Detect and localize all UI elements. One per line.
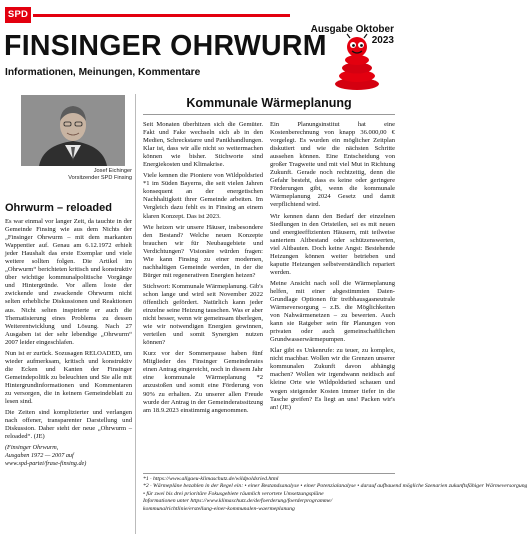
red-worm-mascot-icon	[330, 34, 384, 90]
masthead-red-rule	[33, 14, 290, 17]
left-paragraph: Nun ist er zurück. Sozusagen RELOADED, um wieder aufmerksam, kritisch und konstruktiv die Ecken und Kanten der Finsinger Gemeindepolitik zu beleuchten und Sie alle mit Hintergrundinformationen und Kommentaren zu versorgen, die in keinem Gemeindeblatt zu lesen sind.	[5, 349, 132, 406]
main-paragraph: Ein Planungsinstitut hat eine Kostenberechnung von knapp 36.000,00 € vorgelegt. Es wurden ein möglicher Zeitplan diskutiert und wie die nächsten Schritte aussehen können. Eine Entscheidung von großer Tragweite und mit viel Mut in Richtung Zukunft. Gerade noch rechtzeitig, denn die Gefahr besteht, dass es keine oder geringere Förderungen gibt, wenn die kommunale Wärmeplanung 2024 Gesetz und damit verpflichtend wird.	[270, 121, 395, 209]
photo-caption	[22, 168, 132, 182]
signature-line: (Finsinger Ohrwurm,	[5, 444, 59, 452]
title-part-1: FINSINGER	[4, 30, 171, 62]
footnote: *2 · Wärmepläne bezahlen in der Regel ein: • einer Bestandsanalyse • einer Potenzialanalyse • darauf aufbauend mögliche Szenarien zukunftsfähiger Wärmeversorgung	[143, 483, 527, 490]
tagline: Informationen, Meinungen, Kommentare	[5, 67, 201, 78]
column-divider	[135, 94, 136, 534]
newspaper-title	[4, 32, 327, 61]
left-article-headline: Ohrwurm – reloaded	[5, 202, 112, 214]
title-part-2: HRWURM	[192, 30, 327, 62]
main-article-headline: Kommunale Wärmeplanung	[186, 96, 352, 110]
spd-logo: SPD	[5, 7, 31, 23]
left-article-signature	[5, 444, 132, 467]
headline-rule	[143, 114, 395, 115]
footnotes	[143, 476, 527, 513]
main-paragraph: Klar gibt es Unkenrufe: zu teuer, zu komplex, nicht machbar. Wollen wir die Grenzen unserer kommunalen Zukunft davon abhängig machen? Wollen wir irgendwann neidisch auf kleine Orte wie Wildpoldsried schauen und wegen steigender Kosten immer tiefer in die Tasche greifen? Es liegt an uns! Packen wir's an! (JE)	[270, 347, 395, 411]
portrait-image	[21, 95, 125, 166]
author-photo	[21, 95, 125, 166]
signature-line: Ausgaben 1972 — 2007 auf	[5, 452, 74, 460]
signature-link[interactable]: www.spd-partei/frase-finsing.de)	[5, 459, 87, 467]
left-paragraph: Es war einmal vor langer Zeit, da tauchte in der Gemeinde Finsing wie aus dem Nichts der „Finsinger Ohrwurm – mit dem markanten Wappentier auf. Genau am 6.12.1972 erhielt jeder Haushalt das erste Exemplar und viele weitere sollten folgen. Die Artikel im „Ohrwurm“ berichteten kritisch und konstruktiv über wichtige kommunalpolitische Vorgänge und Hintergründe. Vor allem loste der zwickende und zwackende Ohrwurm nicht selten erhebliche Diskussionen und Reaktionen aus. Nicht selten inspirierte er auch die Thematisierung eines Problems zu dessen Weiterentwicklung und Lösung. Nach 27 Ausgaben ist der sehr lebendige „Ohrwurm“ 2007 leider eingeschlafen.	[5, 218, 132, 346]
main-paragraph: Seit Monaten überhitzen sich die Gemüter. Fakt und Fake wechseln sich ab in den Medien, Schreckstarre und Panikhandlungen. Klar ist, dass wir alle nicht so weitermachen können wie bisher. Stichworte sind Energiekosten und Klimakrise.	[143, 121, 263, 169]
main-paragraph: Wir kennen dann den Bedarf der einzelnen Siedlungen in den Ortsteilen, sei es mit neuen und energieeffizienten Häusern, mit teilweise saniertem Altbestand oder schützenswerten, viel Altbauten. Doch keine Angst: Bestehende Heizungen können weiter betrieben und kaputte Heizungen selbstverständlich repariert werden.	[270, 212, 395, 276]
main-paragraph: Stichwort: Kommunale Wärmeplanung. Gib's schon lange und wird seit November 2022 öffentlich gefördert. Natürlich kann jeder einzelne seine Heizung tauschen. Was er aber nicht besser, wenn wir gemeinsam überlegen, wie wir notwendigen Energien gewinnen, verteilen und somit Synergien nutzen können?	[143, 282, 263, 347]
footnote-rule	[143, 473, 395, 474]
masthead	[0, 0, 400, 92]
main-article-column-2	[270, 121, 395, 415]
left-paragraph: Die Zeiten sind komplizierter und verlangen nach offener, transparenter Darstellung und Diskussion. Daher steht der neue „Ohrwurm – reloaded“. (JE)	[5, 409, 132, 441]
main-paragraph: Viele kennen die Pioniere von Wildpoldsried *1 im Süden Bayerns, die seit vielen Jahren konsequent an der energetischen Nachhaltigkeit ihrer Gemeinde arbeiten. Im Vergleich dazu fehlt es in Finsing an einem klaren Konzept. Das ist 2023.	[143, 172, 263, 220]
footnote-link[interactable]: kommunalrichtlinie/erstellung-einer-kommunalen-waermeplanung	[143, 505, 295, 512]
left-article-body	[5, 218, 132, 468]
footnote-link[interactable]: Informationen unter https://www.klimaschutz.de/de/foerderung/foerderprogramme/	[143, 498, 333, 505]
caption-role: Vorsitzender SPD Finsing	[68, 174, 132, 181]
main-article-column-1	[143, 121, 263, 418]
footnote: • für zwei bis drei prioritäre Fokusgebiete räumlich verortete Umsetzungspläne	[143, 490, 324, 497]
main-paragraph: Wie heizen wir unsere Häuser, insbesondere den Bestand? Welche neuen Konzepte brauchen wir für Neubaugebiete und Verdichtungen? Visionäre würden fragen: Wie kann Finsing zu einer modernen, nachhaltigen Gemeinde werden, in der die Bürger mit regenerativen Energien heizen?	[143, 223, 263, 279]
main-paragraph: Kurz vor der Sommerpause haben fünf Mitglieder des Finsinger Gemeinderates einen Antrag eingereicht, noch in diesem Jahr eine kommunale Wärmeplanung *2 anzustoßen und somit eine Förderung von 90% zu erhalten. Zu unserer allen Freude wurde der Antrag in der Gemeinderatssitzung am 18.9.2023 einstimmig angenommen.	[143, 350, 263, 414]
title-o-glyph: O	[170, 30, 193, 62]
caption-name: Josef Eichinger	[93, 168, 132, 174]
main-paragraph: Meine Ansicht nach soll die Wärmeplanung helfen, mit einer abgestimmten Daten-Grundlage Optionen für treibhausgasneutrale Wärmeversorgung – z.B. die Möglichkeiten von Nahwärmenetzen – zu bewerten. Auch kann sie Ratgeber sein für Planungen von privaten oder auch gemeinschaftlichen Grundwasserwärmepumpen.	[270, 279, 395, 344]
footnote-link[interactable]: *1 · https://www.allgaeu-klimaschutz.de/wildpoldsried.html	[143, 476, 279, 482]
edition-label: Ausgabe Oktober 2023	[310, 24, 394, 46]
